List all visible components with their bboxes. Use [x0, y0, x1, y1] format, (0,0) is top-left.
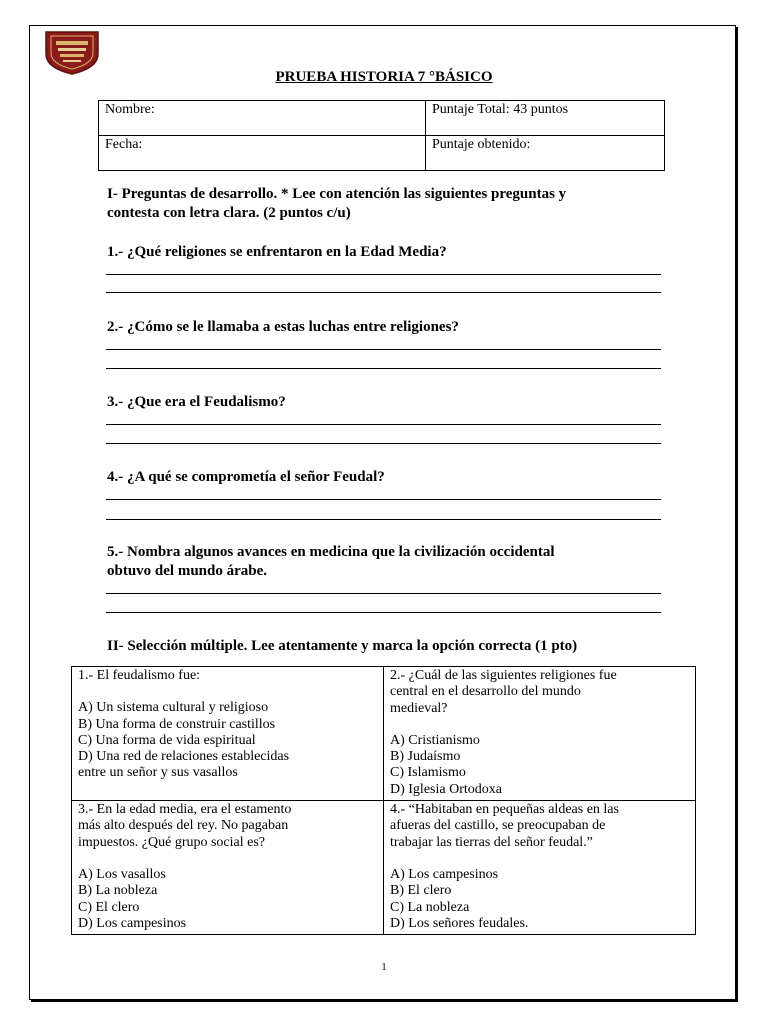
- mc-option[interactable]: D) Los señores feudales.: [390, 915, 529, 931]
- answer-line[interactable]: [106, 424, 661, 425]
- question-2: 2.- ¿Cómo se le llamaba a estas luchas entre religiones?: [107, 319, 459, 335]
- page-title: PRUEBA HISTORIA 7 °BÁSICO: [275, 69, 493, 85]
- name-cell[interactable]: Nombre:: [99, 101, 426, 136]
- mc-option[interactable]: D) Los campesinos: [78, 915, 187, 931]
- section2-heading: II- Selección múltiple. Lee atentamente y marca la opción correcta (1 pto): [107, 638, 578, 654]
- page-number: 1: [381, 961, 387, 973]
- obtained-score-cell[interactable]: Puntaje obtenido:: [426, 136, 665, 171]
- answer-line[interactable]: [106, 368, 661, 369]
- mc-option[interactable]: D) Una red de relaciones establecidas: [78, 749, 290, 765]
- mc-option[interactable]: A) Un sistema cultural y religioso: [78, 700, 269, 716]
- question-1: 1.- ¿Qué religiones se enfrentaron en la Edad Media?: [107, 244, 447, 260]
- mc-option[interactable]: C) El clero: [78, 899, 140, 915]
- section1-heading: I- Preguntas de desarrollo. * Lee con atención las siguientes preguntas y contesta con letra clara. (2 puntos c/u): [107, 186, 567, 221]
- mc-option[interactable]: C) Islamismo: [390, 765, 466, 781]
- mc-option[interactable]: C) La nobleza: [390, 899, 470, 915]
- answer-line[interactable]: [106, 519, 661, 520]
- answer-line[interactable]: [106, 443, 661, 444]
- mc-option[interactable]: A) Los vasallos: [78, 866, 166, 882]
- answer-line[interactable]: [106, 612, 661, 613]
- answer-line[interactable]: [106, 593, 661, 594]
- mc-item-4: 4.- “Habitaban en pequeñas aldeas en las afueras del castillo, se preocupaban de trabajar las tierras del señor feudal.” A) Los campesinos B) El clero C) La nobleza D) Los señores feudales.: [384, 801, 696, 935]
- date-cell[interactable]: Fecha:: [99, 136, 426, 171]
- question-5: 5.- Nombra algunos avances en medicina que la civilización occidental obtuvo del mundo árabe.: [107, 544, 555, 579]
- mc-item-2: 2.- ¿Cuál de las siguientes religiones fue central en el desarrollo del mundo medieval? A) Cristianismo B) Judaísmo C) Islamismo D) Iglesia Ortodoxa: [384, 667, 696, 801]
- answer-line[interactable]: [106, 349, 661, 350]
- multiple-choice-table: [71, 666, 696, 935]
- mc-option[interactable]: B) Judaísmo: [390, 749, 461, 765]
- total-score-cell: Puntaje Total: 43 puntos: [426, 101, 665, 136]
- mc-item-1: 1.- El feudalismo fue: A) Un sistema cultural y religioso B) Una forma de construir castillos C) Una forma de vida espiritual D) Una red de relaciones establecidas entre un señor y sus vasallos: [72, 667, 384, 801]
- mc-option[interactable]: C) Una forma de vida espiritual: [78, 732, 256, 748]
- mc-option[interactable]: B) La nobleza: [78, 883, 158, 899]
- answer-line[interactable]: [106, 292, 661, 293]
- answer-line[interactable]: [106, 274, 661, 275]
- mc-option[interactable]: A) Cristianismo: [390, 732, 480, 748]
- question-3: 3.- ¿Que era el Feudalismo?: [107, 394, 286, 410]
- question-4: 4.- ¿A qué se comprometía el señor Feudal?: [107, 469, 385, 485]
- student-info-table: [98, 100, 665, 171]
- mc-item-3: 3.- En la edad media, era el estamento más alto después del rey. No pagaban impuestos. ¿Qué grupo social es? A) Los vasallos B) La nobleza C) El clero D) Los campesinos: [72, 801, 384, 935]
- mc-option[interactable]: B) Una forma de construir castillos: [78, 716, 276, 732]
- mc-option[interactable]: B) El clero: [390, 883, 452, 899]
- mc-option[interactable]: A) Los campesinos: [390, 866, 499, 882]
- mc-option[interactable]: D) Iglesia Ortodoxa: [390, 781, 502, 797]
- answer-line[interactable]: [106, 499, 661, 500]
